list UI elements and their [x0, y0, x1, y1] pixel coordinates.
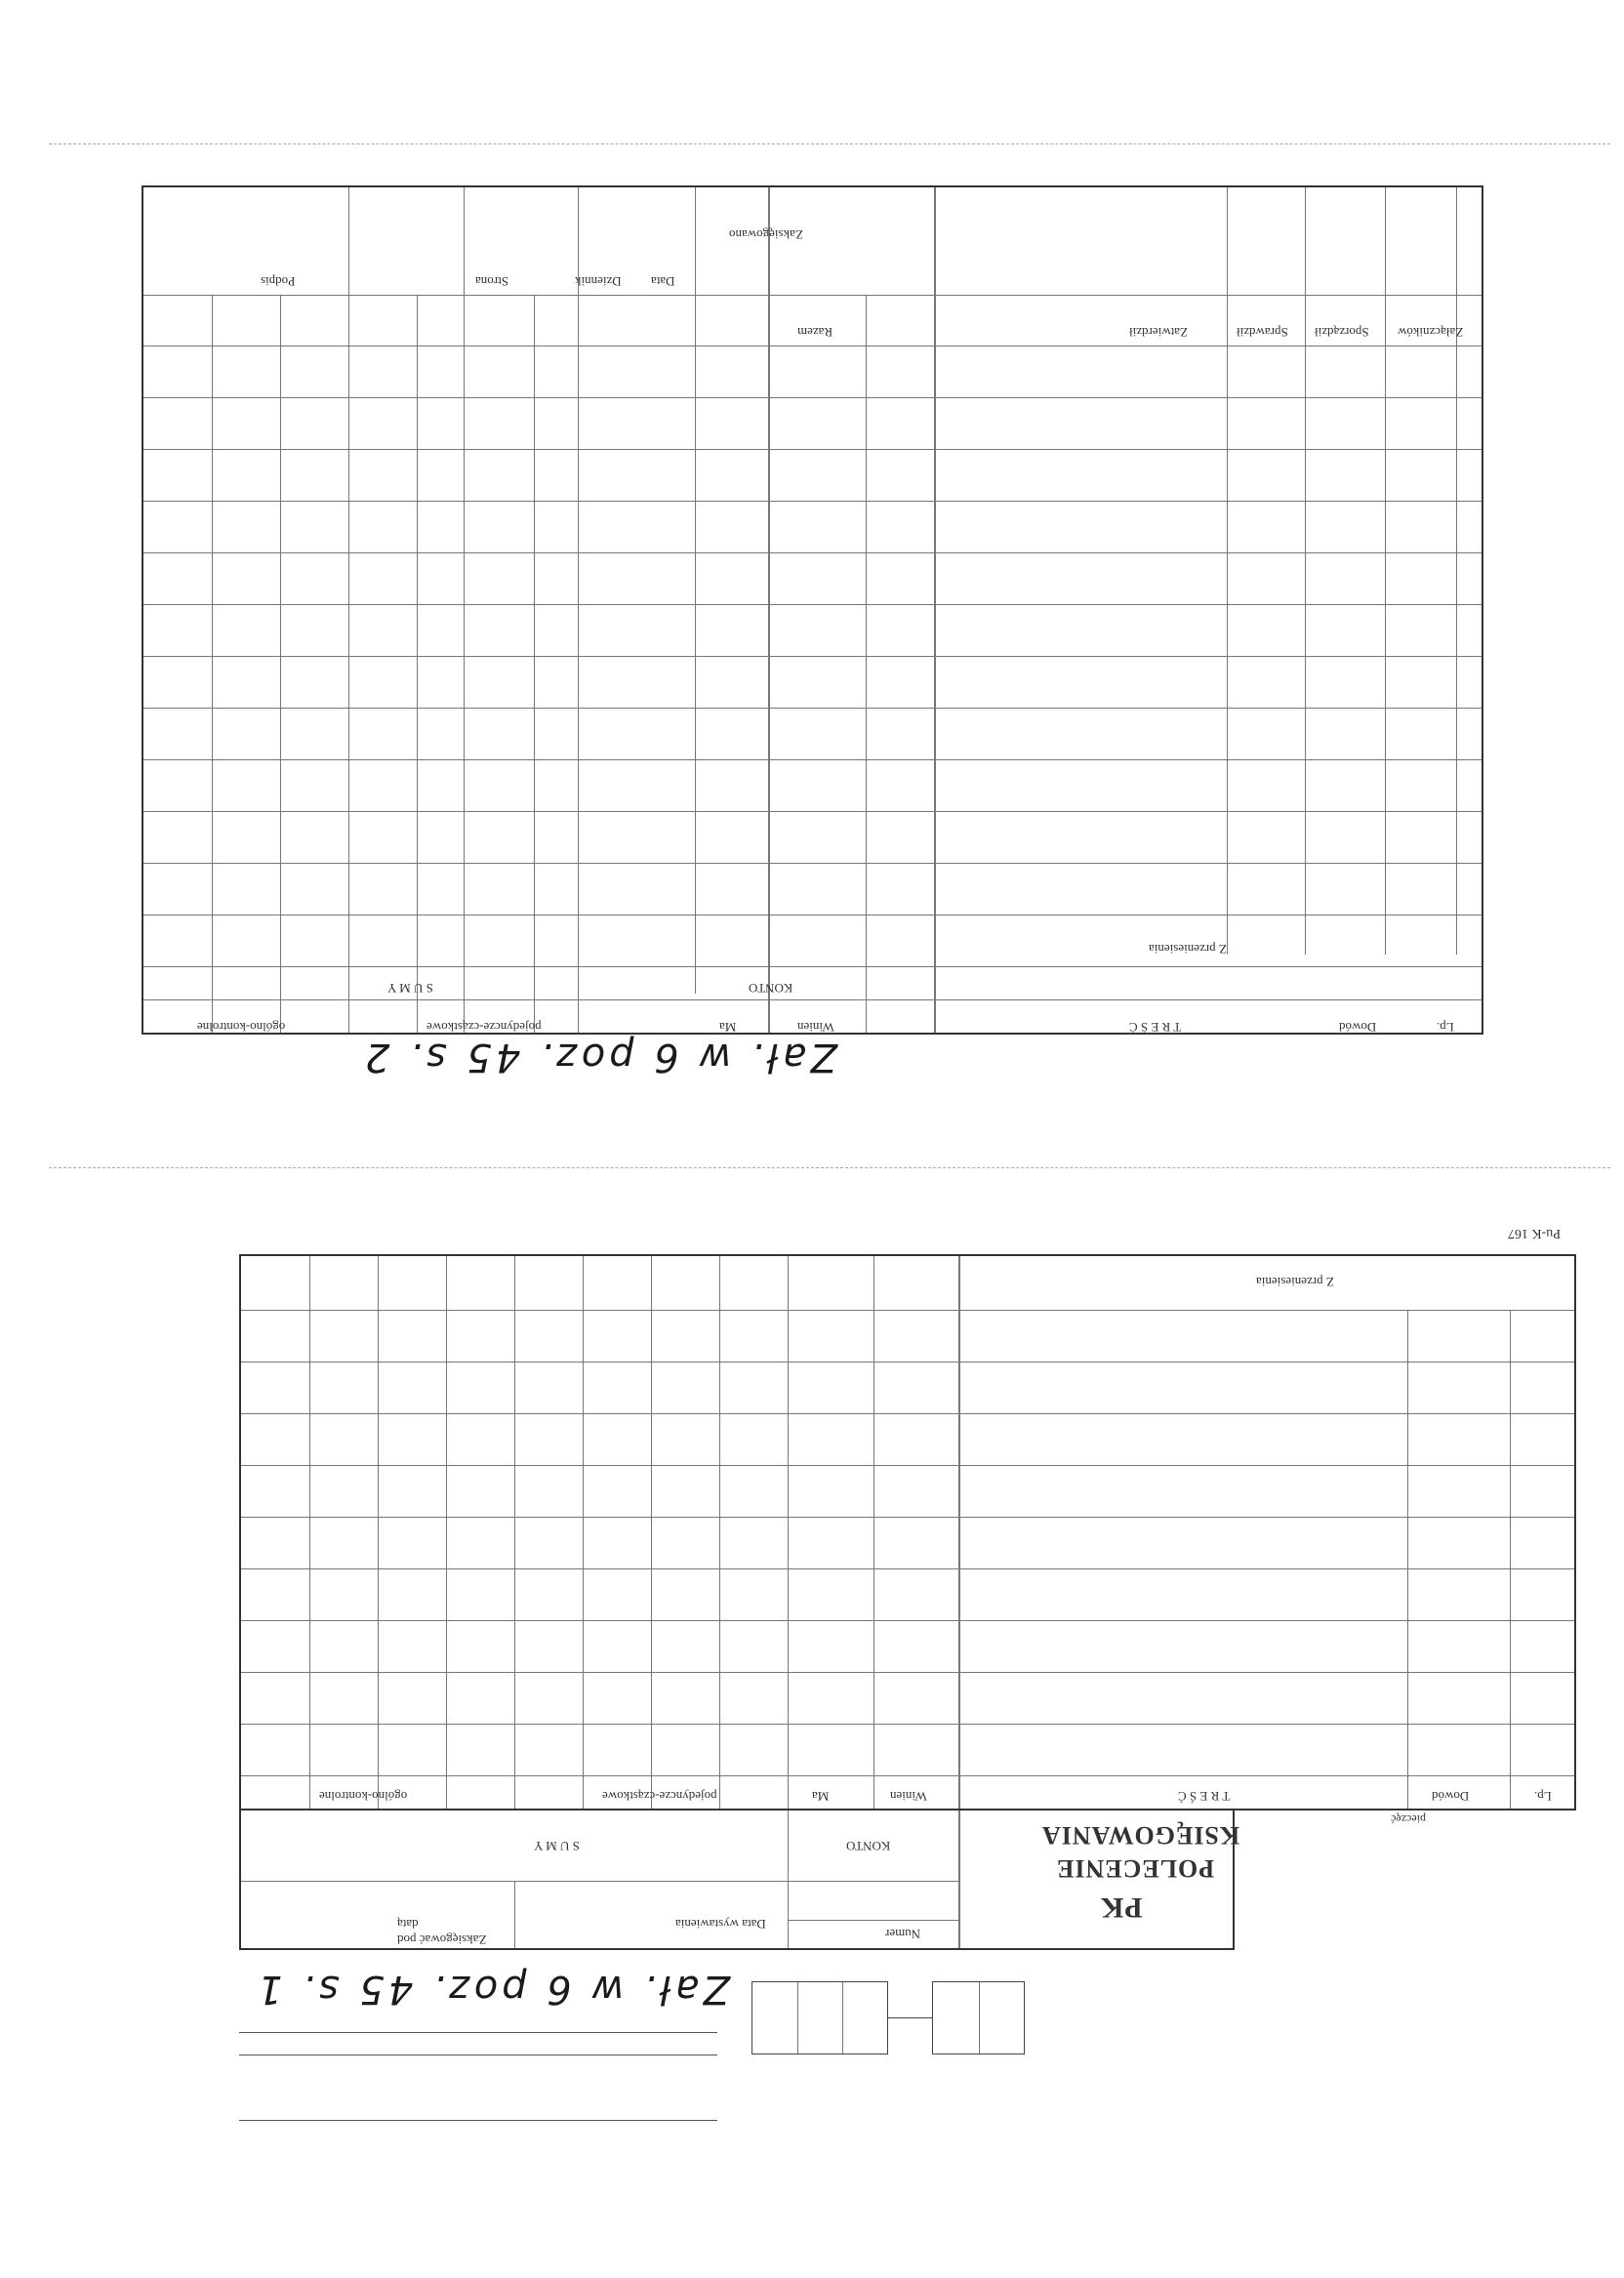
lower-data-wystawienia-label: Data wystawienia: [675, 1917, 766, 1932]
cut-line: [49, 1167, 1610, 1168]
upper-razem-label: Razem: [797, 325, 833, 340]
upper-tresc-label: T R E Ś Ć: [1129, 1020, 1182, 1035]
line: [239, 2054, 717, 2055]
upper-sumy-label: S U M Y: [387, 981, 433, 996]
box-separator: [888, 2017, 932, 2018]
upper-konto-label: KONTO: [749, 981, 793, 996]
upper-sprawdzil-label: Sprawdził: [1237, 325, 1288, 340]
cut-line: [49, 143, 1610, 144]
line: [239, 2032, 717, 2033]
number-boxes-right: [932, 1981, 1025, 2054]
lower-z-przeniesienia: Z przeniesienia: [1256, 1275, 1334, 1289]
lower-title-pk: PK: [1100, 1892, 1143, 1924]
lower-zaksiegowac-label: Zaksięgować pod datą: [397, 1917, 487, 1947]
lower-title-line1: POLECENIE: [1056, 1854, 1215, 1883]
upper-sporzadzil-label: Sporządził: [1315, 325, 1369, 340]
upper-form: [142, 185, 1483, 1035]
upper-data-label: Data: [651, 274, 675, 289]
upper-pojedyncze-label: pojedyncze-cząstkowe: [426, 1020, 542, 1035]
lower-title-line2: KSIĘGOWANIA: [1041, 1821, 1240, 1850]
lower-form: [239, 1254, 1576, 1810]
lower-form-code: Pu-K 167: [1508, 1226, 1562, 1241]
upper-zatwierdzil-label: Zatwierdził: [1129, 325, 1188, 340]
lower-dowod-label: Dowód: [1432, 1789, 1470, 1804]
lower-konto-label: KONTO: [846, 1839, 891, 1853]
upper-winien-label: Winien: [797, 1020, 834, 1035]
upper-lp-label: Lp.: [1437, 1020, 1454, 1035]
lower-tresc-label: T R E Ś Ć: [1178, 1789, 1231, 1804]
upper-podpis-label: Podpis: [261, 274, 296, 289]
upper-ogolno-label: ogólno-kontrolne: [197, 1020, 286, 1035]
upper-handwritten-note: Zał. w 6 poz. 45 s. 2: [361, 1035, 838, 1079]
upper-zalacznikow-label: Załączników: [1398, 325, 1464, 340]
lower-ma-label: Ma: [812, 1789, 830, 1804]
number-boxes-left: [751, 1981, 888, 2054]
lower-numer-label: Numer: [885, 1927, 921, 1941]
upper-dowod-label: Dowód: [1339, 1020, 1377, 1035]
upper-strona-label: Strona: [475, 274, 508, 289]
lower-ogolno-label: ogólno-kontrolne: [319, 1789, 408, 1804]
upper-z-przeniesienia: Z przeniesienia: [1149, 942, 1227, 956]
lower-winien-label: Winien: [890, 1789, 927, 1804]
upper-dziennik-label: Dziennik: [575, 274, 622, 289]
lower-sumy-label: S U M Y: [534, 1839, 580, 1853]
line: [239, 2120, 717, 2121]
upper-zaksiegowano-label: Zaksięgowano: [729, 227, 803, 242]
lower-handwritten-note: Zał. w 6 poz. 45 s. 1: [254, 1967, 731, 2012]
lower-lp-label: Lp.: [1534, 1789, 1552, 1804]
lower-pieczec-label: pieczęć: [1391, 1812, 1426, 1826]
lower-header-block: [239, 1809, 1240, 1950]
upper-ma-label: Ma: [719, 1020, 737, 1035]
lower-pojedyncze-label: pojedyncze-cząstkowe: [602, 1789, 717, 1804]
